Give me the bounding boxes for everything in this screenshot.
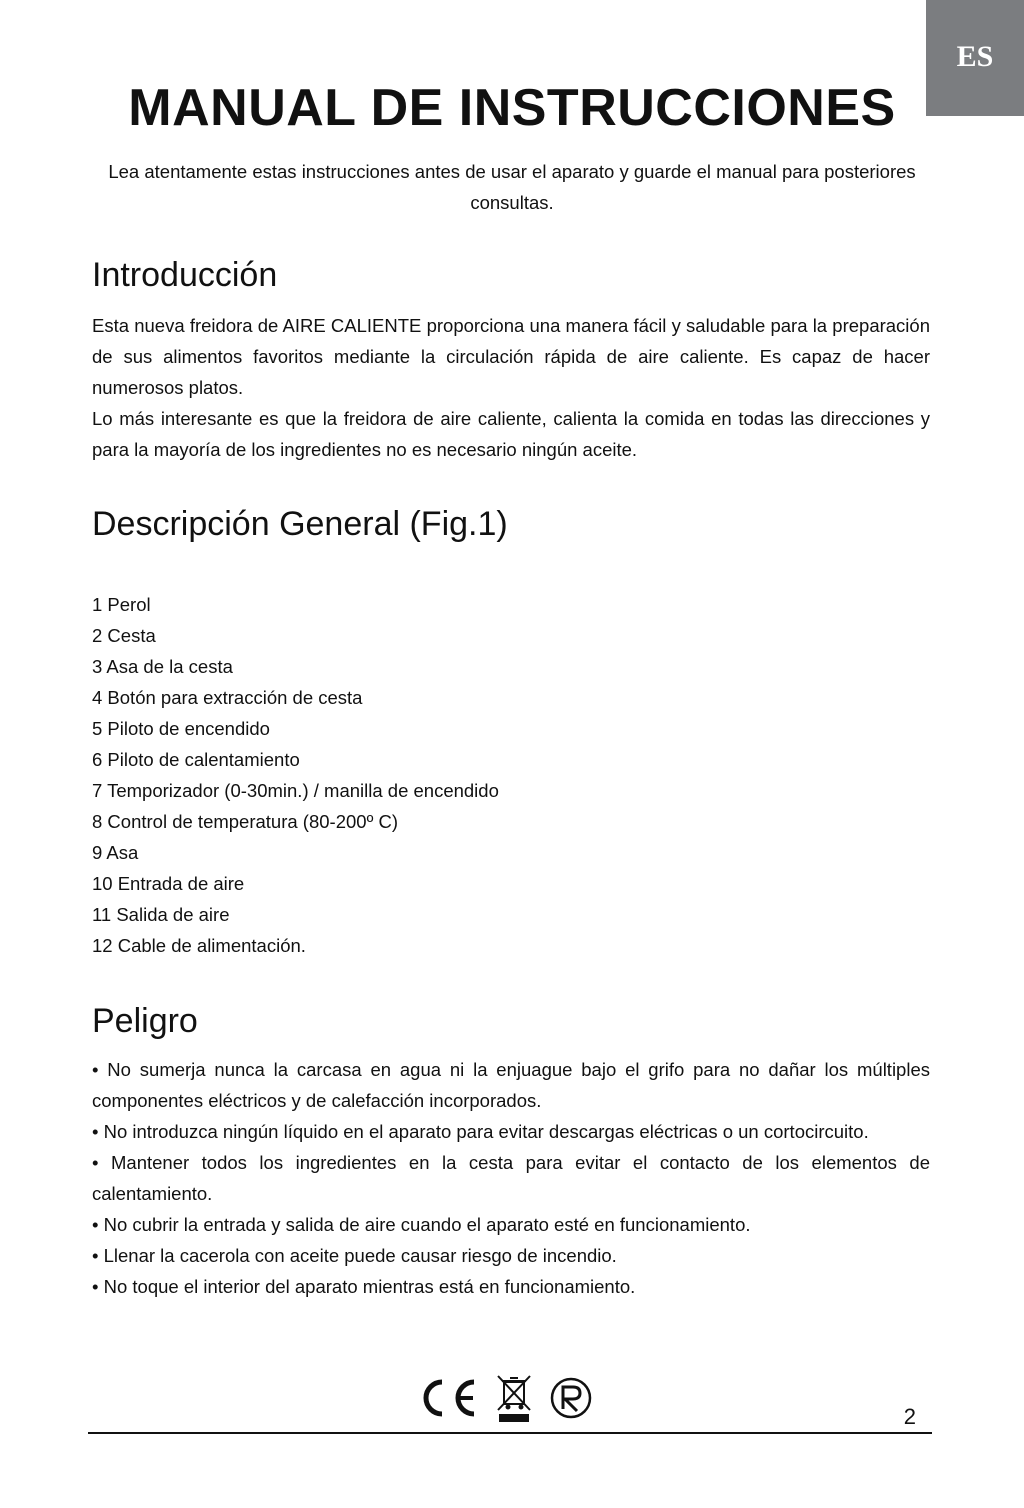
list-item: 4 Botón para extracción de cesta	[92, 687, 363, 708]
list-item: 6 Piloto de calentamiento	[92, 749, 300, 770]
danger-heading: Peligro	[92, 1002, 198, 1040]
intro-heading: Introducción	[92, 256, 278, 294]
footer-divider	[88, 1432, 932, 1434]
intro-paragraph-1: Esta nueva freidora de AIRE CALIENTE proporciona una manera fácil y saludable para la preparación de sus alimentos favoritos mediante la circulación rápida de aire caliente. Es capaz de hacer numerosos platos.	[92, 315, 930, 398]
certification-marks	[418, 1370, 594, 1426]
list-item: 7 Temporizador (0-30min.) / manilla de encendido	[92, 780, 499, 801]
list-item: 10 Entrada de aire	[92, 873, 245, 894]
intro-text	[92, 310, 930, 465]
list-item: • Mantener todos los ingredientes en la cesta para evitar el contacto de los elementos de calentamiento.	[92, 1152, 930, 1204]
intro-paragraph-2: Lo más interesante es que la freidora de aire caliente, calienta la comida en todas las direcciones y para la mayoría de los ingredientes no es necesario ningún aceite.	[92, 408, 930, 460]
language-code: ES	[956, 40, 994, 73]
list-item: 9 Asa	[92, 842, 139, 863]
parts-list	[92, 589, 499, 961]
list-item: 11 Salida de aire	[92, 904, 230, 925]
list-item: 12 Cable de alimentación.	[92, 935, 306, 956]
list-item: 2 Cesta	[92, 625, 156, 646]
ce-mark-icon	[418, 1378, 480, 1418]
page-title: MANUAL DE INSTRUCCIONES	[128, 79, 896, 137]
list-item: 5 Piloto de encendido	[92, 718, 270, 739]
list-item: 3 Asa de la cesta	[92, 656, 233, 677]
weee-bin-icon	[494, 1372, 534, 1424]
list-item: • No introduzca ningún líquido en el aparato para evitar descargas eléctricas o un cortocircuito.	[92, 1121, 869, 1142]
rohs-mark-icon	[548, 1375, 594, 1421]
page-subtitle: Lea atentamente estas instrucciones antes de usar el aparato y guarde el manual para posteriores consultas.	[108, 161, 916, 213]
list-item: • No toque el interior del aparato mientras está en funcionamiento.	[92, 1276, 636, 1297]
list-item: • Llenar la cacerola con aceite puede causar riesgo de incendio.	[92, 1245, 617, 1266]
list-item: • No cubrir la entrada y salida de aire cuando el aparato esté en funcionamiento.	[92, 1214, 751, 1235]
list-item: 1 Perol	[92, 594, 151, 615]
list-item: 8 Control de temperatura (80-200º C)	[92, 811, 398, 832]
list-item: • No sumerja nunca la carcasa en agua ni la enjuague bajo el grifo para no dañar los múltiples componentes eléctricos y de calefacción incorporados.	[92, 1059, 930, 1111]
page-number: 2	[903, 1404, 916, 1429]
danger-list	[92, 1054, 930, 1302]
description-heading: Descripción General (Fig.1)	[92, 505, 508, 543]
